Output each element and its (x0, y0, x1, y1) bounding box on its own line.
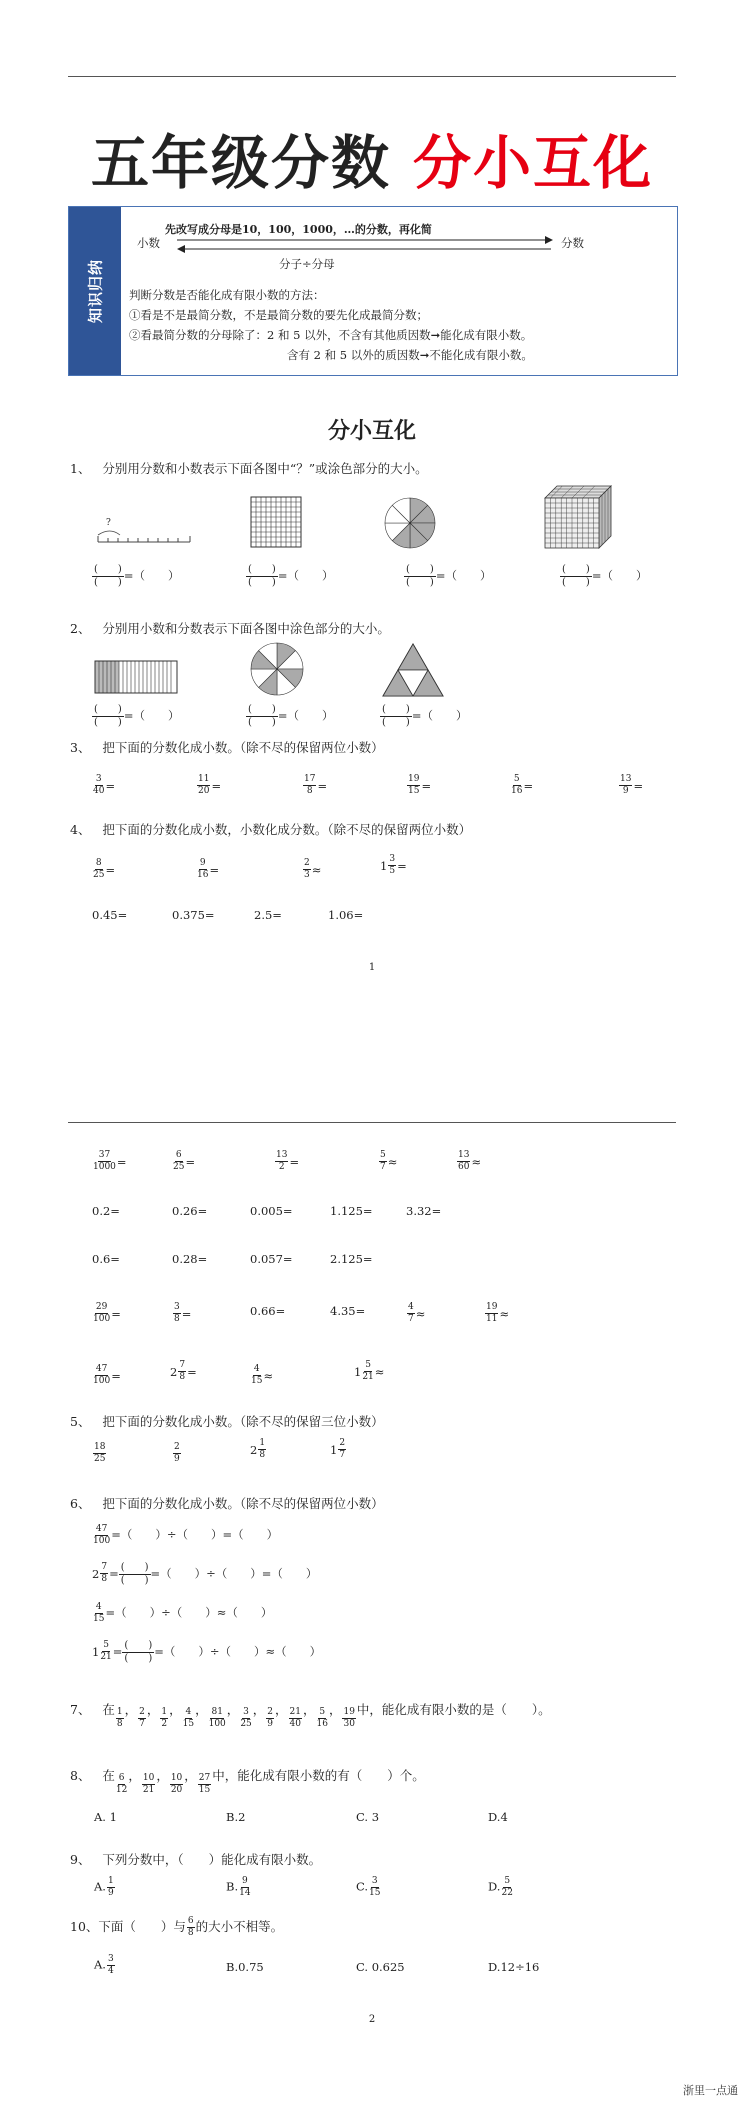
q4-row7-item: $\frac{47}{100}$ = (93, 1364, 121, 1386)
q3-items-item: $\frac{5}{16}$ = (511, 774, 534, 796)
q7-question: 7、 在 $\frac{1}{8}$ ， $\frac{2}{7}$ ， $\frac{1}{2}$ ， $\frac{4}{15}$ ， $\frac{81}{100}$ ， $\frac{3}{25}$ ， $\frac{2}{9}$ ， $\frac{21}{40}$ ， $\frac{5}{16}$ ， $\frac{19}{30}$ 中，能化成有限小数的是（ ）。 (70, 1702, 551, 1729)
method-line-3: ②看最简分数的分母除了：2 和 5 以外，不含有其他质因数➞能化成有限小数。 (129, 328, 533, 342)
q10-option-a[interactable]: A. $\frac{3}{4}$ (94, 1954, 114, 1976)
knowledge-box (68, 206, 678, 376)
watermark: 浙里一点通 (683, 2084, 738, 2097)
top-rule (68, 76, 676, 77)
q3-prompt: 3、 把下面的分数化成小数。（除不尽的保留两位小数） (70, 740, 384, 755)
q3-items-item: $\frac{3}{40}$ = (93, 774, 116, 796)
title-part2: 分小互化 (413, 129, 654, 197)
q4-row7-item: $\frac{4}{15}$ ≈ (251, 1364, 274, 1386)
q4-row3-item: $\frac{13}{2}$ = (276, 1150, 300, 1172)
arrow-bottom-text: 分子÷分母 (279, 257, 335, 271)
q3-items-item: $\frac{13}{9}$ = (620, 774, 644, 796)
q2-answer-2: ( ) ( ) =（ ） (248, 704, 334, 728)
q4-row6b-item: 0.66= (250, 1304, 286, 1318)
q5-items-item: $\frac{18}{25}$ (94, 1442, 106, 1464)
q9-option-c[interactable]: C. $\frac{3}{15}$ (356, 1876, 381, 1898)
q4-row6a-item: $\frac{3}{8}$ = (174, 1302, 192, 1324)
q4-row5-item: 0.28= (172, 1252, 208, 1266)
q4-row3-item: $\frac{6}{25}$ = (173, 1150, 196, 1172)
q8-option-c[interactable]: C. 3 (356, 1810, 380, 1824)
q4-row3-item: $\frac{37}{1000}$ = (93, 1150, 127, 1172)
q1-answer-3: ( ) ( ) =（ ） (406, 564, 492, 588)
method-line-1: 判断分数是否能化成有限小数的方法： (129, 288, 325, 302)
q1-answer-2: ( ) ( ) =（ ） (248, 564, 334, 588)
q8-fracs: $\frac{6}{12}$ ， $\frac{10}{21}$ ， $\frac{10}{20}$ ， $\frac{27}{15}$ (115, 1768, 211, 1795)
page2-rule (68, 1122, 676, 1123)
knowledge-tag: 知识归纳 (69, 207, 121, 375)
q1-answer-1: ( ) ( ) =（ ） (94, 564, 180, 588)
method-line-2: ①看是不是最简分数，不是最简分数的要先化成最简分数； (129, 308, 428, 322)
q7-fracs: $\frac{1}{8}$ ， $\frac{2}{7}$ ， $\frac{1}{2}$ ， $\frac{4}{15}$ ， $\frac{81}{100}$ ， $\frac{3}{25}$ ， $\frac{2}{9}$ ， $\frac{21}{40}$ ， $\frac{5}{16}$ ， $\frac{19}{30}$ (116, 1702, 355, 1729)
q6-row-1: $\frac{47}{100}$ =（ ）÷（ ）=（ ） (93, 1524, 279, 1546)
q6-prompt: 6、 把下面的分数化成小数。（除不尽的保留两位小数） (70, 1496, 384, 1511)
arrow-top-text: 先改写成分母是10，100，1000，…的分数，再化简 (165, 223, 432, 236)
q4-row3-item: $\frac{13}{60}$ ≈ (458, 1150, 482, 1172)
q1-grid-100 (250, 496, 302, 548)
q4-row2-item: 1.06= (328, 908, 364, 922)
q4-row1-item: $\frac{9}{16}$ = (197, 858, 220, 880)
q8-option-a[interactable]: A. 1 (94, 1810, 117, 1824)
q4-row7-item: 1 $\frac{5}{21}$ ≈ (354, 1360, 385, 1382)
q6-row-3: $\frac{4}{15}$ =（ ）÷（ ）≈（ ） (93, 1602, 273, 1624)
q2-striped-rect (94, 660, 178, 694)
q8-question: 8、 在 $\frac{6}{12}$ ， $\frac{10}{21}$ ， $\frac{10}{20}$ ， $\frac{27}{15}$ 中，能化成有限小数的有（ ）个。 (70, 1768, 425, 1795)
page-number-2: 2 (368, 2014, 376, 2025)
q6-row-2: 2 $\frac{7}{8}$ = ( ) ( ) =（ ）÷（ ）=（ ） (92, 1562, 318, 1586)
q3-items-item: $\frac{19}{15}$ = (408, 774, 432, 796)
page-number-1: 1 (368, 962, 376, 973)
q4-row6c-item: $\frac{4}{7}$ ≈ (408, 1302, 426, 1324)
q4-row4-item: 0.26= (172, 1204, 208, 1218)
q10-question: 10、下面（ ）与 $\frac{6}{8}$ 的大小不相等。 (70, 1916, 284, 1938)
q4-row1-item: 1 $\frac{3}{5}$ = (380, 854, 407, 876)
q10-option-b[interactable]: B.0.75 (226, 1960, 264, 1974)
q5-items-item: 2 $\frac{1}{8}$ (250, 1438, 266, 1460)
q4-row2-item: 0.375= (172, 908, 215, 922)
q4-row4-item: 0.2= (92, 1204, 120, 1218)
q3-items-item: $\frac{11}{20}$ = (198, 774, 222, 796)
q2-answer-3: ( ) ( ) =（ ） (382, 704, 468, 728)
q9-option-a[interactable]: A. $\frac{1}{9}$ (94, 1876, 114, 1898)
q4-row4-item: 1.125= (330, 1204, 373, 1218)
q5-items-item: 1 $\frac{2}{7}$ (330, 1438, 346, 1460)
q2-prompt: 2、 分别用小数和分数表示下面各图中涂色部分的大小。 (70, 621, 390, 636)
q4-row4-item: 3.32= (406, 1204, 442, 1218)
q4-row5-item: 2.125= (330, 1252, 373, 1266)
decimal-label: 小数 (137, 236, 160, 250)
q1-prompt: 1、 分别用分数和小数表示下面各图中“？”或涂色部分的大小。 (70, 461, 428, 476)
q4-prompt: 4、 把下面的分数化成小数，小数化成分数。（除不尽的保留两位小数） (70, 822, 472, 837)
q4-row2-item: 2.5= (254, 908, 282, 922)
title-part1: 五年级分数 (90, 129, 391, 197)
q4-row5-item: 0.057= (250, 1252, 293, 1266)
q9-option-d[interactable]: D. $\frac{5}{22}$ (488, 1876, 513, 1898)
q3-items-item: $\frac{17}{8}$ = (304, 774, 328, 796)
q8-option-d[interactable]: D.4 (488, 1810, 508, 1824)
q4-row6a-item: $\frac{29}{100}$ = (93, 1302, 121, 1324)
q4-row7-item: 2 $\frac{7}{8}$ = (170, 1360, 197, 1382)
conversion-arrows (175, 233, 559, 255)
method-line-4: 含有 2 和 5 以外的质因数➞不能化成有限小数。 (287, 348, 533, 362)
q2-triangle (381, 642, 445, 698)
q1-question-mark: ? (106, 518, 111, 528)
q9-option-b[interactable]: B. $\frac{9}{14}$ (226, 1876, 251, 1898)
q4-row3-item: $\frac{5}{7}$ ≈ (380, 1150, 398, 1172)
q4-row4-item: 0.005= (250, 1204, 293, 1218)
q8-option-b[interactable]: B.2 (226, 1810, 246, 1824)
q2-answer-1: ( ) ( ) =（ ） (94, 704, 180, 728)
q10-option-c[interactable]: C. 0.625 (356, 1960, 405, 1974)
q4-row1-item: $\frac{8}{25}$ = (93, 858, 116, 880)
q1-pie-chart (383, 496, 437, 550)
q4-row5-item: 0.6= (92, 1252, 120, 1266)
q10-option-d[interactable]: D.12÷16 (488, 1960, 540, 1974)
q4-row6c-item: $\frac{19}{11}$ ≈ (486, 1302, 510, 1324)
q4-row2-item: 0.45= (92, 908, 128, 922)
q4-row1-item: $\frac{2}{3}$ ≈ (304, 858, 322, 880)
page-title (0, 116, 744, 200)
q5-items-item: $\frac{2}{9}$ (174, 1442, 180, 1464)
q1-answer-4: ( ) ( ) =（ ） (562, 564, 648, 588)
q1-cube-1000 (543, 484, 613, 550)
section-title: 分小互化 (327, 419, 416, 444)
q2-pie-chart (249, 641, 305, 697)
q6-row-4: 1 $\frac{5}{21}$ = ( ) ( ) =（ ）÷（ ）≈（ ） (92, 1640, 322, 1664)
q9-prompt: 9、 下列分数中，（ ）能化成有限小数。 (70, 1852, 322, 1867)
q4-row6b-item: 4.35= (330, 1304, 366, 1318)
q5-prompt: 5、 把下面的分数化成小数。（除不尽的保留三位小数） (70, 1414, 384, 1429)
fraction-label: 分数 (561, 236, 584, 250)
